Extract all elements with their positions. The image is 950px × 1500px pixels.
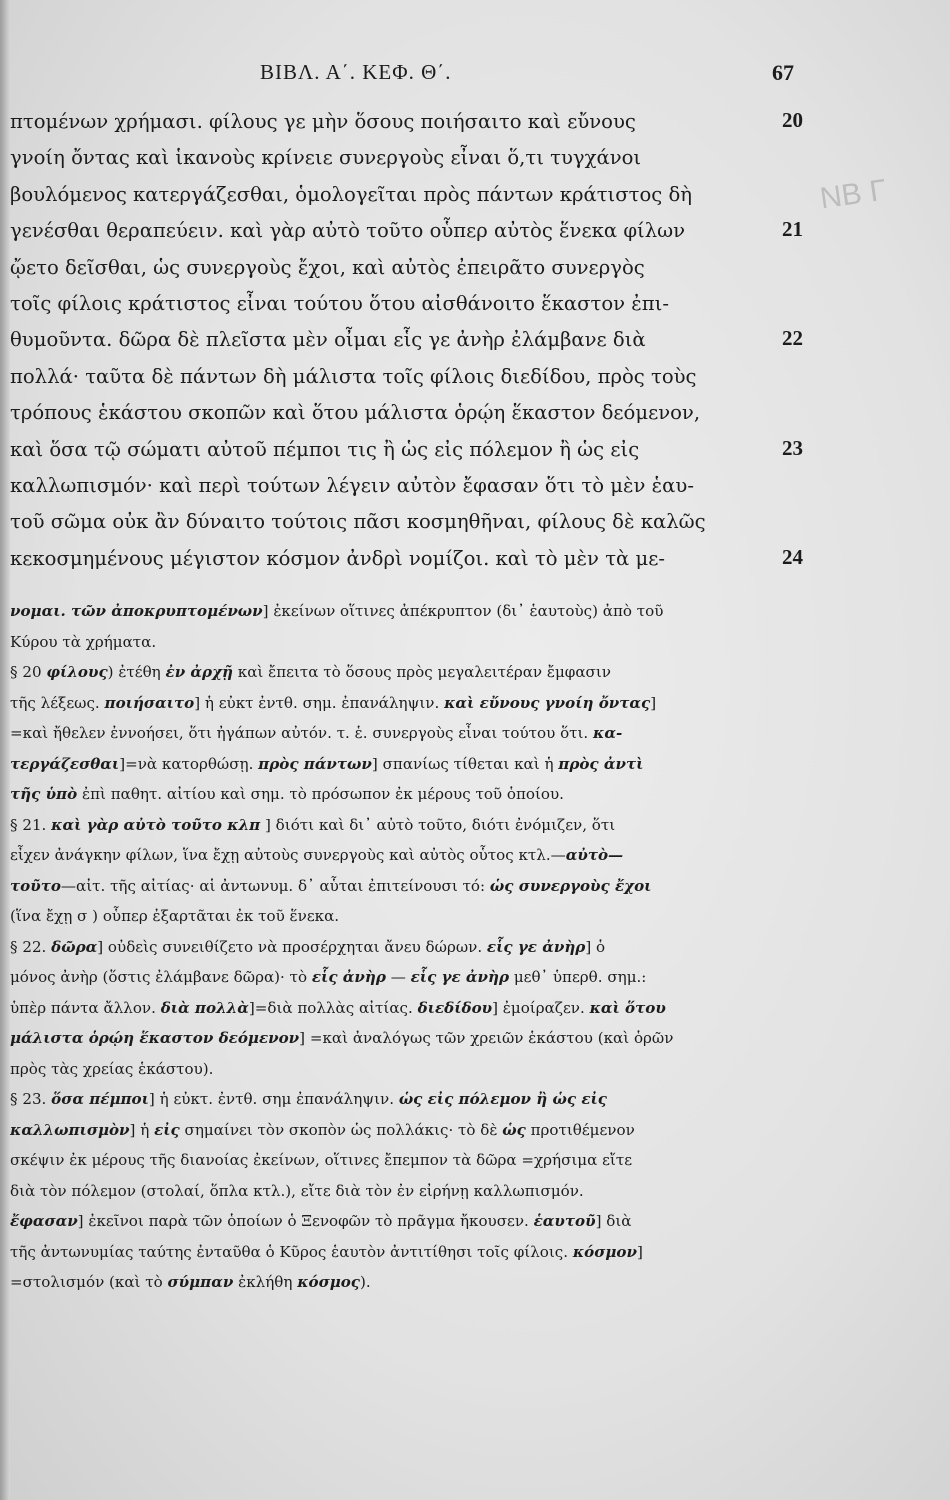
note-line: νομαι. τῶν ἀποκρυπτομένων] ἐκείνων οἵτινες ἀπέκρυπτον (δι᾽ ἑαυτοὺς) ἀπὸ τοῦ (10, 602, 664, 620)
note-line: (ἵνα ἔχῃ σ ) οὗπερ ἐξαρτᾶται ἐκ τοῦ ἕνεκα. (10, 907, 340, 925)
main-text-line: τοῖς φίλοις κράτιστος εἶναι τούτου ὅτου αἰσθάνοιτο ἕκαστον ἐπι- (10, 291, 669, 315)
main-text-line: ᾤετο δεῖσθαι, ὡς συνεργοὺς ἔχοι, καὶ αὐτὸς ἐπειρᾶτο συνεργὸς (10, 255, 645, 279)
note-line: σκέψιν ἐκ μέρους τῆς διανοίας ἐκείνων, οἵτινες ἔπεμπον τὰ δῶρα =χρήσιμα εἴτε (10, 1151, 633, 1169)
note-line: § 20 φίλους) ἐτέθη ἐν ἀρχῇ καὶ ἔπειτα τὸ ὅσους πρὸς μεγαλειτέραν ἔμφασιν (10, 663, 611, 681)
note-line: εἶχεν ἀνάγκην φίλων, ἵνα ἔχῃ αὐτοὺς συνεργοὺς καὶ αὐτὸς οὗτος κτλ.—αὐτὸ— (10, 846, 624, 864)
section-number: 22 (782, 326, 803, 351)
note-line: τῆς λέξεως. ποιήσαιτο] ἡ εὐκτ ἐντθ. σημ. ἐπανάληψιν. καὶ εὔνους γνοίη ὄντας] (10, 693, 657, 712)
note-line: =καὶ ἤθελεν ἐννοήσει, ὅτι ἠγάπων αὐτόν. τ. ἑ. συνεργοὺς εἶναι τούτου ὅτι. κα- (10, 724, 623, 742)
note-line: τῆς ὑπὸ ἐπὶ παθητ. αἰτίου καὶ σημ. τὸ πρόσωπον ἐκ μέρους τοῦ ὁποίου. (10, 785, 564, 803)
note-line: τεργάζεσθαι]=νὰ κατορθώσῃ. πρὸς πάντων] σπανίως τίθεται καὶ ἡ πρὸς ἀντὶ (10, 754, 644, 773)
main-text-line: βουλόμενος κατεργάζεσθαι, ὁμολογεῖται πρὸς πάντων κράτιστος δὴ (10, 182, 692, 206)
main-text-line: καὶ ὅσα τῷ σώματι αὐτοῦ πέμποι τις ἢ ὡς εἰς πόλεμον ἢ ὡς εἰς (10, 437, 640, 461)
section-number: 24 (782, 544, 803, 569)
section-number: 23 (782, 435, 803, 460)
note-line: Κύρου τὰ χρήματα. (10, 632, 157, 651)
running-title: ΒΙΒΛ. Α΄. ΚΕΦ. Θ΄. (260, 60, 452, 84)
note-line: διὰ τὸν πόλεμον (στολαί, ὅπλα κτλ.), εἴτε διὰ τὸν ἐν εἰρήνῃ καλλωπισμόν. (10, 1181, 584, 1200)
note-line: πρὸς τὰς χρείας ἑκάστου). (10, 1059, 214, 1078)
page-number: 67 (772, 60, 794, 85)
section-number: 21 (782, 217, 803, 242)
main-text-line: καλλωπισμόν· καὶ περὶ τούτων λέγειν αὐτὸν ἔφασαν ὅτι τὸ μὲν ἑαυ- (10, 473, 694, 497)
note-line: καλλωπισμὸν] ἡ εἰς σημαίνει τὸν σκοπὸν ὡς πολλάκις· τὸ δὲ ὡς προτιθέμενον (10, 1120, 635, 1139)
pencil-marginalia: ΝΒ Γ (817, 173, 889, 216)
note-line: § 21. καὶ γὰρ αὐτὸ τοῦτο κλπ ] διότι καὶ δι᾽ αὐτὸ τοῦτο, διότι ἐνόμιζεν, ὅτι (10, 815, 616, 834)
note-line: ὑπὲρ πάντα ἄλλον. διὰ πολλὰ]=διὰ πολλὰς αἰτίας. διεδίδου] ἐμοίραζεν. καὶ ὅτου (10, 998, 666, 1017)
note-line: § 23. ὅσα πέμποι] ἡ εὐκτ. ἐντθ. σημ ἐπανάληψιν. ὡς εἰς πόλεμον ἢ ὡς εἰς (10, 1090, 607, 1108)
commentary-notes (10, 596, 815, 1298)
note-line: μόνος ἀνὴρ (ὅστις ἐλάμβανε δῶρα)· τὸ εἷς ἀνὴρ — εἷς γε ἀνὴρ μεθ᾽ ὑπερθ. σημ.: (10, 968, 647, 986)
note-line: =στολισμόν (καὶ τὸ σύμπαν ἐκλήθη κόσμος). (10, 1273, 371, 1291)
main-text-line: πτομένων χρήμασι. φίλους γε μὴν ὅσους ποιήσαιτο καὶ εὔνους (10, 110, 636, 133)
note-line: τοῦτο—αἰτ. τῆς αἰτίας· αἱ ἀντωνυμ. δ᾽ αὗται ἐπιτείνουσι τό: ὡς συνεργοὺς ἔχοι (10, 876, 652, 895)
page-spine-shadow (0, 0, 10, 1500)
main-text-line: θυμοῦντα. δῶρα δὲ πλεῖστα μὲν οἶμαι εἷς γε ἀνὴρ ἐλάμβανε διὰ (10, 328, 646, 352)
main-text-line: τρόπους ἑκάστου σκοπῶν καὶ ὅτου μάλιστα ὁρῴη ἕκαστον δεόμενον, (10, 401, 701, 425)
page-header (0, 60, 950, 90)
main-text-line: γνοίη ὄντας καὶ ἱκανοὺς κρίνειε συνεργοὺς εἶναι ὅ,τι τυγχάνοι (10, 146, 642, 170)
note-line: τῆς ἀντωνυμίας ταύτης ἐνταῦθα ὁ Κῦρος ἑαυτὸν ἀντιτίθησι τοῖς φίλοις. κόσμον] (10, 1242, 643, 1261)
note-line: ἔφασαν] ἐκεῖνοι παρὰ τῶν ὁποίων ὁ Ξενοφῶν τὸ πρᾶγμα ἤκουσεν. ἑαυτοῦ] διὰ (10, 1212, 632, 1230)
main-text-line: γενέσθαι θεραπεύειν. καὶ γὰρ αὐτὸ τοῦτο οὗπερ αὐτὸς ἕνεκα φίλων (10, 219, 686, 243)
main-text-line: τοῦ σῶμα οὐκ ἂν δύναιτο τούτοις πᾶσι κοσμηθῆναι, φίλους δὲ καλῶς (10, 510, 706, 534)
main-text-line: κεκοσμημένους μέγιστον κόσμον ἀνδρὶ νομίζοι. καὶ τὸ μὲν τὰ με- (10, 546, 666, 570)
note-line: μάλιστα ὁρῴη ἕκαστον δεόμενον] =καὶ ἀναλόγως τῶν χρειῶν ἑκάστου (καὶ ὁρῶν (10, 1029, 674, 1047)
note-line: § 22. δῶρα] οὐδεὶς συνειθίζετο νὰ προσέρχηται ἄνευ δώρων. εἷς γε ἀνὴρ] ὁ (10, 937, 606, 956)
main-text (10, 104, 780, 577)
main-text-line: πολλά· ταῦτα δὲ πάντων δὴ μάλιστα τοῖς φίλοις διεδίδου, πρὸς τοὺς (10, 364, 697, 388)
section-number: 20 (782, 108, 803, 132)
